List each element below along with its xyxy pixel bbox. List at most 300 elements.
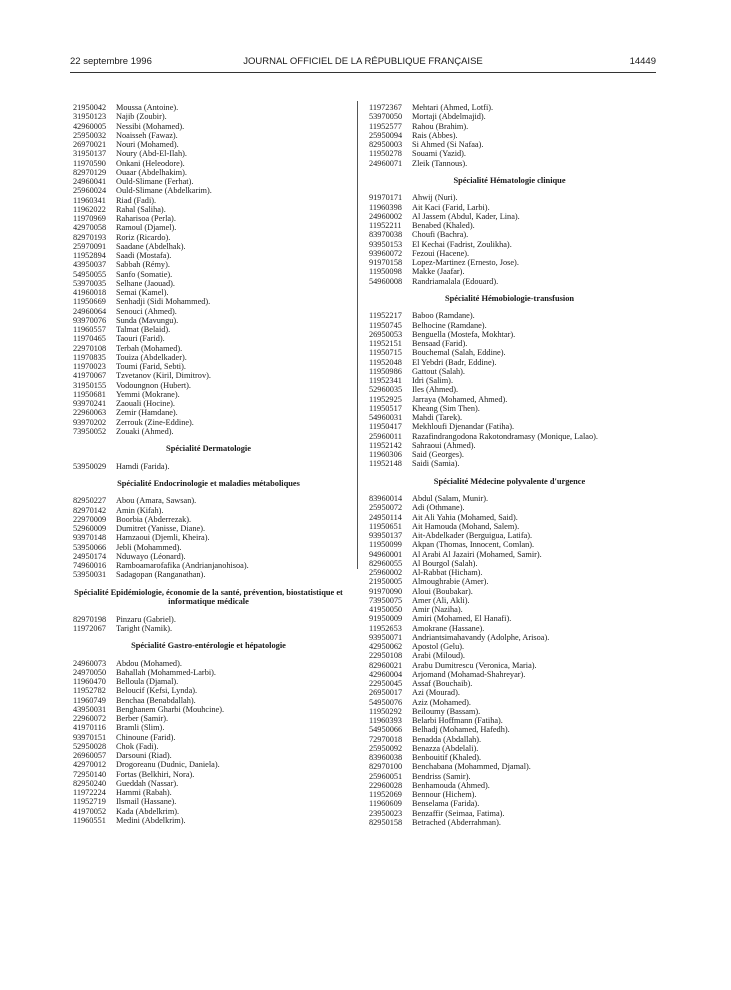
- candidate-name: Benchabana (Mohammed, Djamal).: [412, 762, 531, 772]
- candidate-name: Ait Ali Yahia (Mohamed, Said).: [412, 512, 518, 522]
- candidate-name: Raharisoa (Perla).: [116, 214, 176, 223]
- candidate-number: 42950062: [369, 642, 403, 651]
- candidate-name: Ould-Slimane (Ferhat).: [116, 177, 194, 186]
- candidate-name: Ramboamarofafika (Andrianjanohisoa).: [116, 561, 249, 570]
- candidate-number: 25960051: [369, 771, 403, 781]
- list-item: [369, 670, 654, 679]
- list-item: [73, 344, 348, 353]
- candidate-number: 11952925: [369, 394, 402, 404]
- candidate-name: Idri (Salim).: [412, 376, 454, 385]
- candidate-number: 11960306: [369, 450, 402, 459]
- candidate-name: Nouri (Mohamed).: [116, 140, 179, 149]
- candidate-name: Riad (Fadi).: [116, 195, 157, 205]
- candidate-number: 11952719: [73, 797, 106, 807]
- candidate-name: Berber (Samir).: [116, 714, 169, 723]
- list-item: [369, 762, 654, 771]
- candidate-name: Adi (Othmane).: [412, 503, 465, 513]
- candidate-number: 83960014: [369, 494, 403, 503]
- list-item: [369, 193, 654, 202]
- candidate-number: 11960609: [369, 799, 402, 809]
- list-item: [369, 772, 654, 781]
- list-item: [73, 533, 348, 542]
- candidate-name: Iles (Ahmed).: [412, 385, 459, 395]
- list-item: [73, 362, 348, 371]
- list-item: [73, 122, 348, 131]
- candidate-name: Medini (Abdelkrim).: [116, 815, 186, 825]
- candidate-name: Beloucif (Kefsi, Lynda).: [116, 686, 198, 696]
- candidate-number: 24960002: [369, 211, 403, 221]
- candidate-name: Souami (Yazid).: [412, 149, 467, 159]
- candidate-number: 11952341: [369, 376, 402, 385]
- list-item: [73, 297, 348, 306]
- candidate-name: Benbouitif (Khaled).: [412, 753, 482, 762]
- candidate-number: 25950032: [73, 130, 107, 140]
- candidate-number: 93960072: [369, 248, 403, 258]
- list-item: [73, 316, 348, 325]
- candidate-number: 22950108: [369, 651, 403, 661]
- candidate-name: Onkani (Heleodore).: [116, 158, 185, 168]
- left-column: [73, 103, 348, 825]
- list-item: [73, 797, 348, 806]
- candidate-number: 26970021: [73, 140, 107, 149]
- candidate-number: 91950009: [369, 614, 403, 624]
- candidate-number: 11950681: [73, 389, 106, 399]
- list-item: [369, 422, 654, 431]
- list-item: [369, 716, 654, 725]
- specialty-section: [73, 444, 348, 471]
- list-item: [73, 353, 348, 362]
- list-item: [369, 651, 654, 660]
- list-item: [369, 103, 654, 112]
- candidate-name: Mortaji (Abdelmajid).: [412, 112, 486, 122]
- list-item: [369, 596, 654, 605]
- candidate-number: 11960749: [73, 695, 106, 705]
- candidate-number: 41970116: [73, 723, 106, 733]
- list-item: [369, 140, 654, 149]
- candidate-name: Arabi (Miloud).: [412, 651, 465, 661]
- list-item: [369, 131, 654, 140]
- specialty-heading: Spécialité Médecine polyvalente d'urgence: [433, 476, 586, 486]
- specialty-section: [73, 588, 348, 634]
- candidate-name: Belhadj (Mohamed, Hafedh).: [412, 725, 510, 735]
- candidate-number: 54950076: [369, 697, 403, 707]
- candidate-name: Senhadji (Sidi Mohammed).: [116, 297, 211, 307]
- candidate-number: 11970835: [73, 352, 106, 362]
- candidate-name: Belloula (Djamal).: [116, 677, 179, 686]
- list-item: [73, 233, 348, 242]
- candidate-name: Ahwij (Nuri).: [412, 193, 458, 203]
- candidate-number: 52960035: [369, 385, 403, 395]
- list-item: [369, 122, 654, 131]
- candidate-name: Amer (Ali, Akli).: [412, 595, 470, 605]
- candidate-number: 11950292: [369, 706, 402, 716]
- list-item: [73, 524, 348, 533]
- candidate-number: 24960064: [73, 306, 107, 316]
- candidate-name: El Yebdri (Badr, Eddine).: [412, 357, 497, 367]
- candidate-name: Bramli (Slim).: [116, 723, 165, 733]
- candidate-name: Sunda (Mavungu).: [116, 315, 179, 325]
- candidate-number: 82970198: [73, 614, 107, 624]
- candidate-name: Benghanem Gharbi (Mouhcine).: [116, 704, 225, 714]
- list-item: [73, 668, 348, 677]
- candidate-number: 11952142: [369, 440, 402, 450]
- candidate-name: Zleik (Tannous).: [412, 158, 468, 168]
- candidate-number: 11972367: [369, 103, 402, 112]
- list-item: [369, 159, 654, 168]
- candidate-number: 31950137: [73, 149, 107, 159]
- specialty-heading: Spécialité Hématologie clinique: [453, 175, 566, 185]
- list-item: [369, 540, 654, 549]
- list-item: [73, 760, 348, 769]
- list-item: [73, 615, 348, 624]
- candidate-name: Zouaki (Ahmed).: [116, 426, 174, 436]
- list-item: [73, 770, 348, 779]
- candidate-name: Saidi (Samia).: [412, 459, 460, 469]
- candidate-name: Roriz (Ricardo).: [116, 232, 171, 242]
- list-item: [369, 818, 654, 827]
- candidate-number: 24950114: [369, 512, 402, 522]
- candidate-number: 11960551: [73, 815, 106, 825]
- list-item: [369, 753, 654, 762]
- list-item: [369, 432, 654, 441]
- candidate-name: Sadagopan (Ranganathan).: [116, 570, 206, 580]
- candidate-number: 11960470: [73, 677, 106, 686]
- candidate-number: 11950417: [369, 422, 402, 432]
- candidate-number: 11952653: [369, 623, 402, 633]
- list-item: [369, 212, 654, 221]
- candidate-name: Taright (Namik).: [116, 623, 173, 633]
- candidate-name: Assaf (Bouchaib).: [412, 679, 473, 688]
- list-item: [369, 725, 654, 734]
- candidate-number: 11952577: [369, 121, 402, 131]
- candidate-name: Andriantsimahavandy (Adolphe, Arisoa).: [412, 632, 550, 642]
- candidate-number: 73950052: [73, 426, 107, 436]
- candidate-name: Al Jassem (Abdul, Kader, Lina).: [412, 211, 520, 221]
- candidate-name: Abdul (Salam, Munir).: [412, 494, 489, 503]
- list-item: [73, 334, 348, 343]
- candidate-name: Mahdi (Tarek).: [412, 413, 463, 422]
- candidate-number: 21950005: [369, 577, 403, 587]
- candidate-number: 93970202: [73, 417, 107, 427]
- list-item: [73, 140, 348, 149]
- candidate-name: Kheang (Sim Then).: [412, 403, 480, 413]
- candidate-name: Sanfo (Somatie).: [116, 269, 173, 279]
- specialty-section: [73, 641, 348, 825]
- list-item: [73, 742, 348, 751]
- candidate-name: Si Ahmed (Si Nafaa).: [412, 140, 484, 149]
- specialty-heading: Spécialité Dermatologie: [166, 444, 251, 453]
- candidate-number: 41950050: [369, 605, 403, 614]
- list-item: [73, 223, 348, 232]
- candidate-number: 11970590: [73, 158, 106, 168]
- candidate-number: 25960011: [369, 431, 402, 441]
- candidate-number: 93950071: [369, 632, 403, 642]
- journal-title: JOURNAL OFFICIEL DE LA RÉPUBLIQUE FRANÇAISE: [243, 56, 483, 67]
- candidate-number: 22970108: [73, 343, 107, 353]
- candidate-number: 82960021: [369, 660, 403, 670]
- candidate-name: Sahraoui (Ahmed).: [412, 440, 476, 450]
- candidate-number: 54950055: [73, 269, 107, 279]
- list-item: [73, 515, 348, 524]
- list-item: [369, 277, 654, 286]
- list-item: [73, 307, 348, 316]
- candidate-name: Chok (Fadi).: [116, 741, 159, 751]
- list-item: [369, 735, 654, 744]
- candidate-name: Mehtari (Ahmed, Lotfi).: [412, 103, 494, 112]
- candidate-name: Zerrouk (Zine-Eddine).: [116, 417, 194, 427]
- candidate-number: 82950240: [73, 778, 107, 788]
- candidate-number: 83960038: [369, 753, 403, 762]
- candidate-number: 24950174: [73, 551, 107, 561]
- candidate-number: 82960055: [369, 558, 403, 568]
- candidate-number: 25950094: [369, 130, 403, 140]
- list-item: [369, 577, 654, 586]
- candidate-name: Bensaad (Farid).: [412, 339, 468, 348]
- candidate-number: 82950158: [369, 817, 403, 827]
- list-item: [73, 251, 348, 260]
- candidate-name: Nessibi (Mohamed).: [116, 121, 185, 131]
- candidate-number: 41970052: [73, 806, 107, 816]
- list-item: [73, 390, 348, 399]
- candidate-number: 73950075: [369, 595, 403, 605]
- candidate-name: Senouci (Ahmed).: [116, 306, 177, 316]
- candidate-name: Amiri (Mohamed, El Hanafi).: [412, 614, 512, 624]
- candidate-number: 11950278: [369, 149, 402, 159]
- candidate-number: 11950517: [369, 403, 402, 413]
- candidate-number: 53950031: [73, 570, 107, 580]
- list-item: [369, 568, 654, 577]
- candidate-number: 11960557: [73, 325, 106, 334]
- list-item: [73, 196, 348, 205]
- candidate-number: 11972067: [73, 623, 106, 633]
- candidate-number: 42970012: [73, 760, 107, 770]
- candidate-name: Al Arabi Al Jazairi (Mohamed, Samir).: [412, 549, 542, 559]
- candidate-name: Arjomand (Mohamad-Shahreyar).: [412, 669, 526, 679]
- candidate-number: 11970969: [73, 214, 106, 223]
- candidate-number: 43950031: [73, 704, 107, 714]
- candidate-name: Benabed (Khaled).: [412, 221, 475, 230]
- candidate-number: 54950066: [369, 725, 403, 735]
- list-item: [369, 661, 654, 670]
- candidate-number: 11952217: [369, 311, 402, 321]
- candidate-name: Rais (Abbes).: [412, 130, 458, 140]
- candidate-number: 25950092: [369, 743, 403, 753]
- candidate-number: 41970067: [73, 371, 107, 381]
- candidate-name: Taouri (Farid).: [116, 334, 165, 344]
- specialty-section: [369, 176, 654, 286]
- candidate-number: 93970148: [73, 533, 107, 543]
- candidate-number: 25960024: [73, 186, 107, 196]
- candidate-name: Zaouali (Hocine).: [116, 399, 175, 408]
- candidate-name: Hamzaoui (Djemli, Kheira).: [116, 533, 210, 543]
- list-item: [369, 707, 654, 716]
- candidate-name: Jebli (Mohammed).: [116, 542, 182, 552]
- list-item: [369, 149, 654, 158]
- candidate-name: Nduwayo (Léonard).: [116, 551, 186, 561]
- candidate-name: Almoughrabie (Amer).: [412, 577, 489, 587]
- candidate-name: Benselama (Farida).: [412, 799, 480, 809]
- candidate-name: Ait Hamouda (Mohand, Salem).: [412, 521, 520, 531]
- list-item: [369, 395, 654, 404]
- specialty-heading: Spécialité Epidémiologie, économie de la santé, prévention, biostatistique et informatique médicale: [74, 587, 343, 606]
- candidate-name: Bendriss (Samir).: [412, 771, 471, 781]
- list-item: [369, 358, 654, 367]
- candidate-number: 82950227: [73, 496, 107, 506]
- list-item: [73, 624, 348, 633]
- specialty-heading: Spécialité Gastro-entérologie et hépatologie: [131, 641, 286, 650]
- candidate-number: 26950053: [369, 329, 403, 339]
- candidate-number: 91970090: [369, 586, 403, 596]
- list-item: [73, 168, 348, 177]
- candidate-name: Apostol (Gelu).: [412, 642, 465, 651]
- candidate-name: Benchaa (Benabdallah).: [116, 695, 196, 705]
- candidate-number: 91970158: [369, 258, 403, 267]
- candidate-number: 94960001: [369, 549, 403, 559]
- candidate-number: 11952069: [369, 790, 402, 799]
- list-item: [369, 221, 654, 230]
- list-item: [73, 381, 348, 390]
- specialty-section: [369, 477, 654, 828]
- candidate-number: 11950098: [369, 267, 402, 277]
- list-item: [369, 450, 654, 459]
- candidate-name: Amin (Kifah).: [116, 505, 164, 515]
- candidate-name: Benazza (Abdelali).: [412, 743, 479, 753]
- list-item: [369, 614, 654, 623]
- list-item: [369, 624, 654, 633]
- candidate-name: Terbah (Mohamed).: [116, 343, 183, 353]
- list-item: [73, 159, 348, 168]
- list-item: [369, 809, 654, 818]
- list-item: [369, 679, 654, 688]
- candidate-name: Al Bourgol (Salah).: [412, 558, 478, 568]
- candidate-name: Benhamouda (Ahmed).: [412, 780, 490, 790]
- list-item: [369, 441, 654, 450]
- list-item: [73, 214, 348, 223]
- candidate-name: Jarraya (Mohamed, Ahmed).: [412, 394, 508, 404]
- candidate-name: Hammi (Rabah).: [116, 788, 172, 797]
- candidate-name: Gueddah (Nassar).: [116, 778, 179, 788]
- candidate-name: Saadi (Mostafa).: [116, 251, 172, 260]
- candidate-number: 82970142: [73, 505, 107, 515]
- list-item: [73, 149, 348, 158]
- list-item: [73, 112, 348, 121]
- right-column: [369, 103, 654, 827]
- candidate-name: Saadane (Abdelhak).: [116, 241, 186, 251]
- candidate-number: 25960002: [369, 568, 403, 577]
- candidate-name: Benadda (Abdallah).: [412, 734, 482, 744]
- candidate-name: Toumi (Farid, Sebti).: [116, 362, 186, 371]
- list-item: [369, 203, 654, 212]
- list-item: [369, 385, 654, 394]
- list-item: [369, 413, 654, 422]
- specialty-section: [369, 294, 654, 469]
- candidate-number: 11952782: [73, 686, 106, 696]
- list-item: [369, 459, 654, 468]
- list-item: [73, 205, 348, 214]
- list-item: [73, 686, 348, 695]
- candidate-number: 93970076: [73, 315, 107, 325]
- candidate-name: Betrached (Abderrahman).: [412, 817, 501, 827]
- candidate-name: Ramoul (Djamel).: [116, 223, 177, 233]
- list-item: [73, 552, 348, 561]
- candidate-number: 11972224: [73, 788, 106, 797]
- list-item: [369, 112, 654, 121]
- list-item: [369, 494, 654, 503]
- list-item: [73, 659, 348, 668]
- candidate-number: 23950023: [369, 808, 403, 818]
- list-item: [73, 723, 348, 732]
- candidate-name: Zemir (Hamdane).: [116, 408, 178, 418]
- candidate-name: Azi (Mourad).: [412, 688, 460, 698]
- list-item: [369, 503, 654, 512]
- candidate-name: Hamdi (Farida).: [116, 461, 170, 471]
- list-item: [369, 550, 654, 559]
- candidate-number: 11952894: [73, 251, 106, 260]
- candidate-number: 72950140: [73, 769, 107, 779]
- candidate-number: 42960004: [369, 669, 403, 679]
- candidate-name: Selhane (Jaouad).: [116, 278, 175, 288]
- candidate-name: El Kechai (Fadrist, Zoulikha).: [412, 239, 512, 249]
- candidate-number: 52950028: [73, 741, 107, 751]
- candidate-number: 11950745: [369, 320, 402, 330]
- candidate-name: Fezoui (Hacene).: [412, 248, 470, 258]
- list-item: [73, 816, 348, 825]
- candidate-number: 11950715: [369, 348, 402, 358]
- specialty-heading: Spécialité Hémobiologie-transfusion: [444, 293, 575, 303]
- candidate-number: 52960009: [73, 524, 107, 533]
- candidate-number: 11950651: [369, 521, 402, 531]
- candidate-name: Boorbia (Abderrezak).: [116, 514, 192, 524]
- candidate-number: 25950072: [369, 503, 403, 513]
- list-item: [73, 186, 348, 195]
- list-item: [73, 570, 348, 579]
- candidate-number: 21950042: [73, 103, 107, 112]
- candidate-name: Rahal (Saliha).: [116, 204, 166, 214]
- candidate-number: 22960063: [73, 408, 107, 418]
- list-item: [73, 506, 348, 515]
- candidate-number: 11950669: [73, 297, 106, 307]
- candidate-number: 11952048: [369, 357, 402, 367]
- candidate-name: Razafindrangodona Rakotondramasy (Monique, Lalao).: [412, 431, 598, 441]
- list-item: [369, 642, 654, 651]
- candidate-number: 93970151: [73, 732, 107, 742]
- list-item: [73, 260, 348, 269]
- list-item: [369, 513, 654, 522]
- candidate-name: Baboo (Ramdane).: [412, 311, 475, 321]
- candidate-number: 93950137: [369, 531, 403, 540]
- candidate-number: 82950003: [369, 140, 403, 149]
- candidate-number: 11950986: [369, 366, 402, 376]
- list-item: [369, 240, 654, 249]
- candidate-number: 54960008: [369, 276, 403, 286]
- candidate-number: 41960018: [73, 288, 107, 297]
- list-item: [73, 242, 348, 251]
- candidate-name: Sabbah (Rémy).: [116, 260, 170, 270]
- candidate-name: Najib (Zoubir).: [116, 112, 167, 122]
- list-item: [73, 705, 348, 714]
- list-item: [369, 321, 654, 330]
- candidate-name: Belarbi Hoffmann (Fatiha).: [412, 716, 503, 725]
- candidate-name: Ilsmail (Hassane).: [116, 797, 177, 807]
- list-item: [73, 288, 348, 297]
- list-item: [73, 177, 348, 186]
- candidate-number: 91970171: [369, 193, 403, 203]
- list-item: [73, 462, 348, 471]
- list-item: [73, 427, 348, 436]
- list-item: [369, 249, 654, 258]
- candidate-name: Drogoreanu (Dudnic, Daniela).: [116, 760, 220, 770]
- candidate-name: Ait-Abdelkader (Berguigua, Latifa).: [412, 531, 533, 540]
